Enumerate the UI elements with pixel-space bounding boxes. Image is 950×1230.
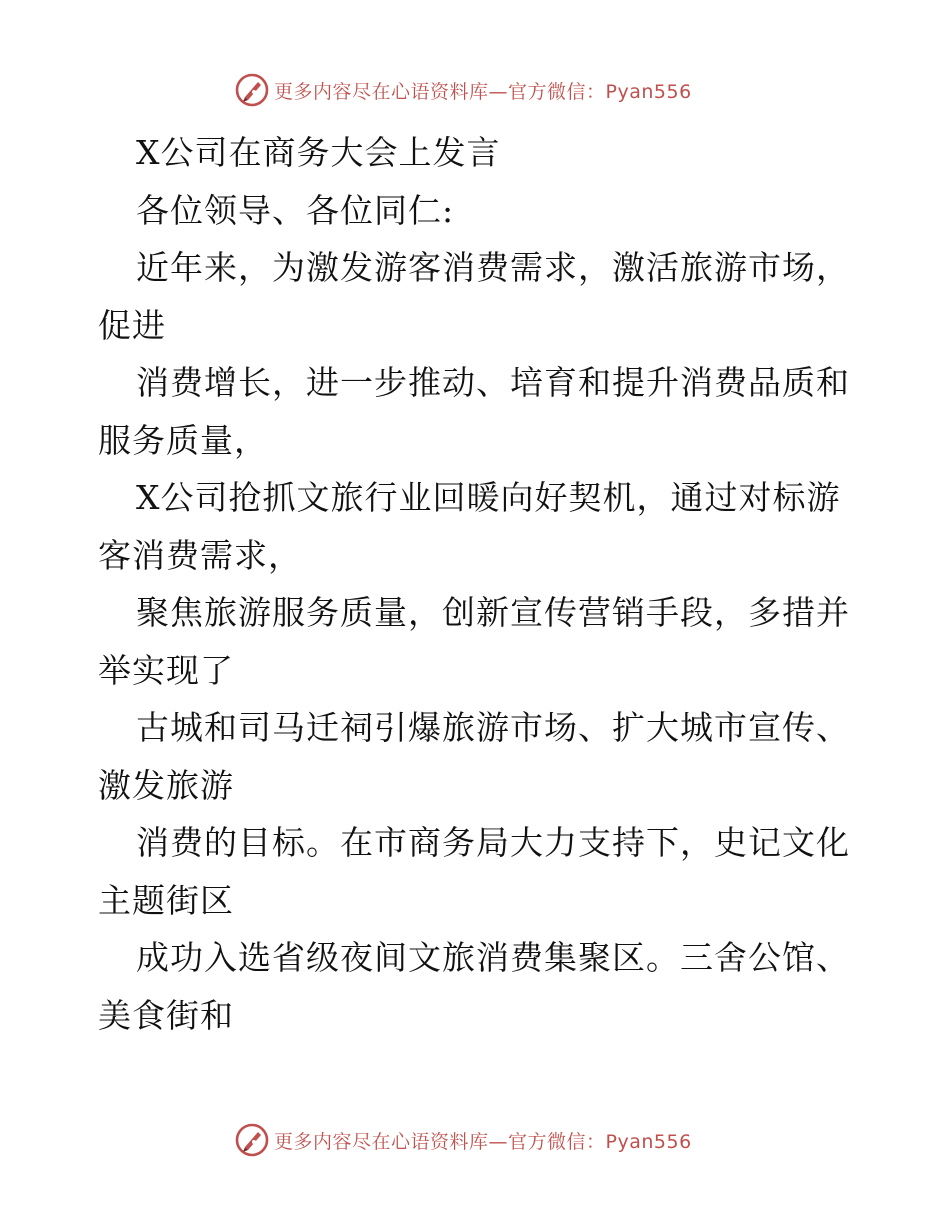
text-line: 美食街和	[98, 995, 234, 1035]
pen-logo-icon	[234, 72, 270, 108]
text-line: 聚焦旅游服务质量，创新宣传营销手段，多措并	[136, 593, 850, 632]
footer-watermark	[234, 1122, 692, 1158]
text-line: 举实现了	[98, 650, 234, 690]
text-line: X公司抢抓文旅行业回暖向好契机，通过对标游	[136, 478, 841, 517]
text-line: 服务质量，	[98, 420, 268, 460]
text-line: 成功入选省级夜间文旅消费集聚区。三舍公馆、	[136, 938, 850, 977]
text-line: 消费增长，进一步推动、培育和提升消费品质和	[136, 363, 850, 402]
watermark-text: 更多内容尽在心语资料库—官方微信：Pyan556	[274, 80, 692, 103]
text-line: X公司在商务大会上发言	[136, 133, 501, 172]
document-body	[98, 124, 858, 1044]
text-line: 促进	[98, 305, 166, 345]
text-line: 消费的目标。在市商务局大力支持下，史记文化	[136, 823, 850, 862]
text-line: 各位领导、各位同仁:	[136, 190, 455, 230]
text-line: 客消费需求，	[98, 535, 302, 575]
text-line: 激发旅游	[98, 765, 234, 805]
text-line: 近年来，为激发游客消费需求，激活旅游市场，	[136, 248, 850, 287]
watermark-text: 更多内容尽在心语资料库—官方微信：Pyan556	[274, 1130, 692, 1153]
text-line: 主题街区	[98, 880, 234, 920]
header-watermark	[234, 72, 692, 108]
text-line: 古城和司马迁祠引爆旅游市场、扩大城市宣传、	[136, 708, 850, 747]
pen-logo-icon	[234, 1122, 270, 1158]
